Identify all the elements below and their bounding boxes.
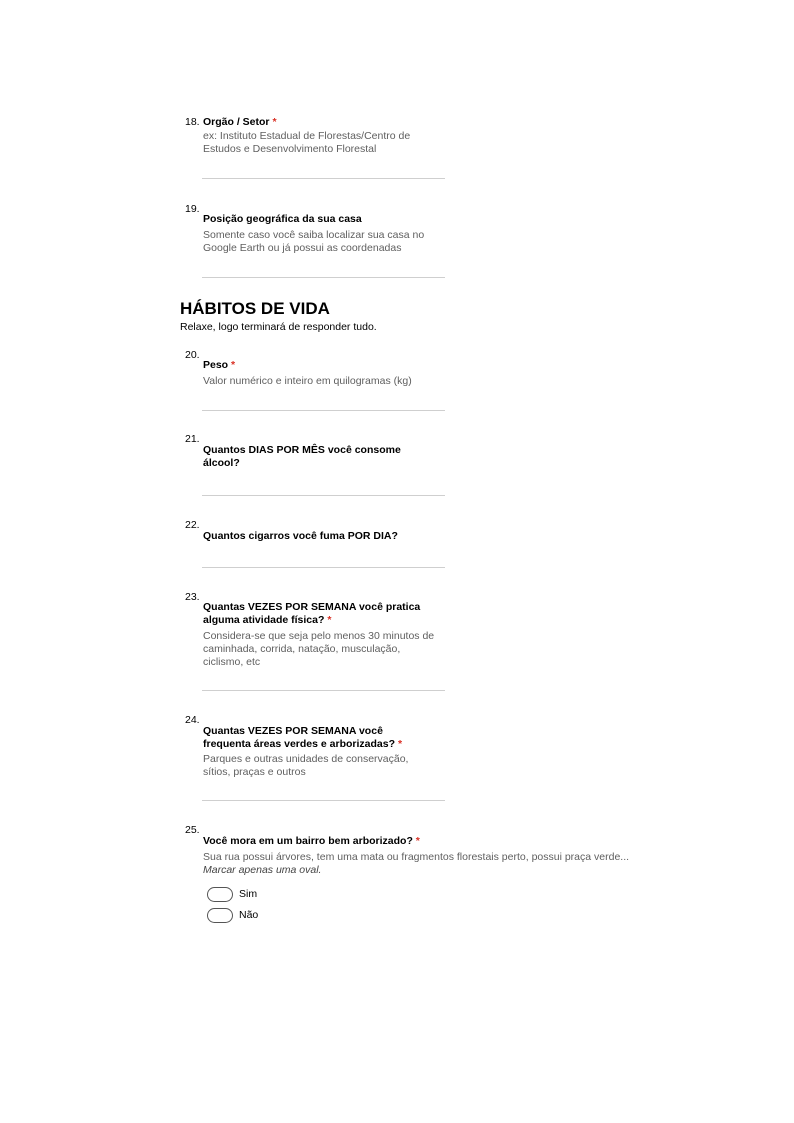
required-asterisk: * (397, 738, 403, 750)
question-number: 22. (185, 519, 200, 531)
required-asterisk: * (272, 116, 277, 128)
answer-line[interactable] (202, 277, 445, 278)
radio-oval[interactable] (207, 887, 233, 902)
question-title (203, 725, 428, 751)
question-number: 19. (185, 203, 200, 215)
question-title-text: Orgão / Setor (203, 116, 270, 128)
question-title-text: Quantas VEZES POR SEMANA você frequenta áreas verdes e arborizadas? (203, 725, 396, 750)
question-title-text: Posição geográfica da sua casa (203, 213, 362, 225)
question-number: 24. (185, 714, 200, 726)
answer-line[interactable] (202, 800, 445, 801)
required-asterisk: * (415, 835, 420, 847)
question-help: Considera-se que seja pelo menos 30 minutos de caminhada, corrida, natação, musculação, ciclismo, etc (203, 630, 435, 668)
answer-line[interactable] (202, 567, 445, 568)
question-help: Somente caso você saiba localizar sua casa no Google Earth ou já possui as coordenadas (203, 229, 425, 254)
section-description: Relaxe, logo terminará de responder tudo. (180, 321, 377, 333)
radio-option-nao[interactable] (207, 908, 287, 924)
question-title (203, 213, 453, 226)
radio-oval[interactable] (207, 908, 233, 923)
question-help: Valor numérico e inteiro em quilogramas (kg) (203, 375, 412, 387)
question-title-text: Quantos cigarros você fuma POR DIA? (203, 530, 398, 542)
question-title (203, 530, 453, 543)
radio-option-sim[interactable] (207, 887, 287, 903)
question-title (203, 601, 443, 627)
question-title-text: Quantos DIAS POR MÊS você consome álcool? (203, 444, 401, 469)
required-asterisk: * (231, 359, 236, 371)
question-title (203, 835, 503, 848)
question-instruction: Marcar apenas uma oval. (203, 864, 322, 876)
section-title: HÁBITOS DE VIDA (180, 299, 330, 318)
question-help: Sua rua possui árvores, tem uma mata ou fragmentos florestais perto, possui praça verde... (203, 851, 630, 863)
question-title-text: Você mora em um bairro bem arborizado? (203, 835, 413, 847)
question-number: 23. (185, 591, 200, 603)
answer-line[interactable] (202, 690, 445, 691)
question-title-text: Peso (203, 359, 229, 371)
answer-line[interactable] (202, 178, 445, 179)
question-title (203, 359, 453, 372)
required-asterisk: * (327, 614, 332, 626)
answer-line[interactable] (202, 495, 445, 496)
option-label: Sim (239, 888, 258, 900)
question-number: 18. (185, 116, 200, 128)
question-number: 25. (185, 824, 200, 836)
question-title (203, 444, 433, 470)
option-label: Não (239, 909, 259, 921)
answer-line[interactable] (202, 410, 445, 411)
question-help: ex: Instituto Estadual de Florestas/Centro de Estudos e Desenvolvimento Florestal (203, 130, 411, 155)
question-number: 20. (185, 349, 200, 361)
question-number: 21. (185, 433, 200, 445)
question-help: Parques e outras unidades de conservação, sítios, praças e outros (203, 753, 409, 778)
question-title (203, 116, 453, 129)
question-title-text: Quantas VEZES POR SEMANA você pratica alguma atividade física? (203, 601, 421, 626)
